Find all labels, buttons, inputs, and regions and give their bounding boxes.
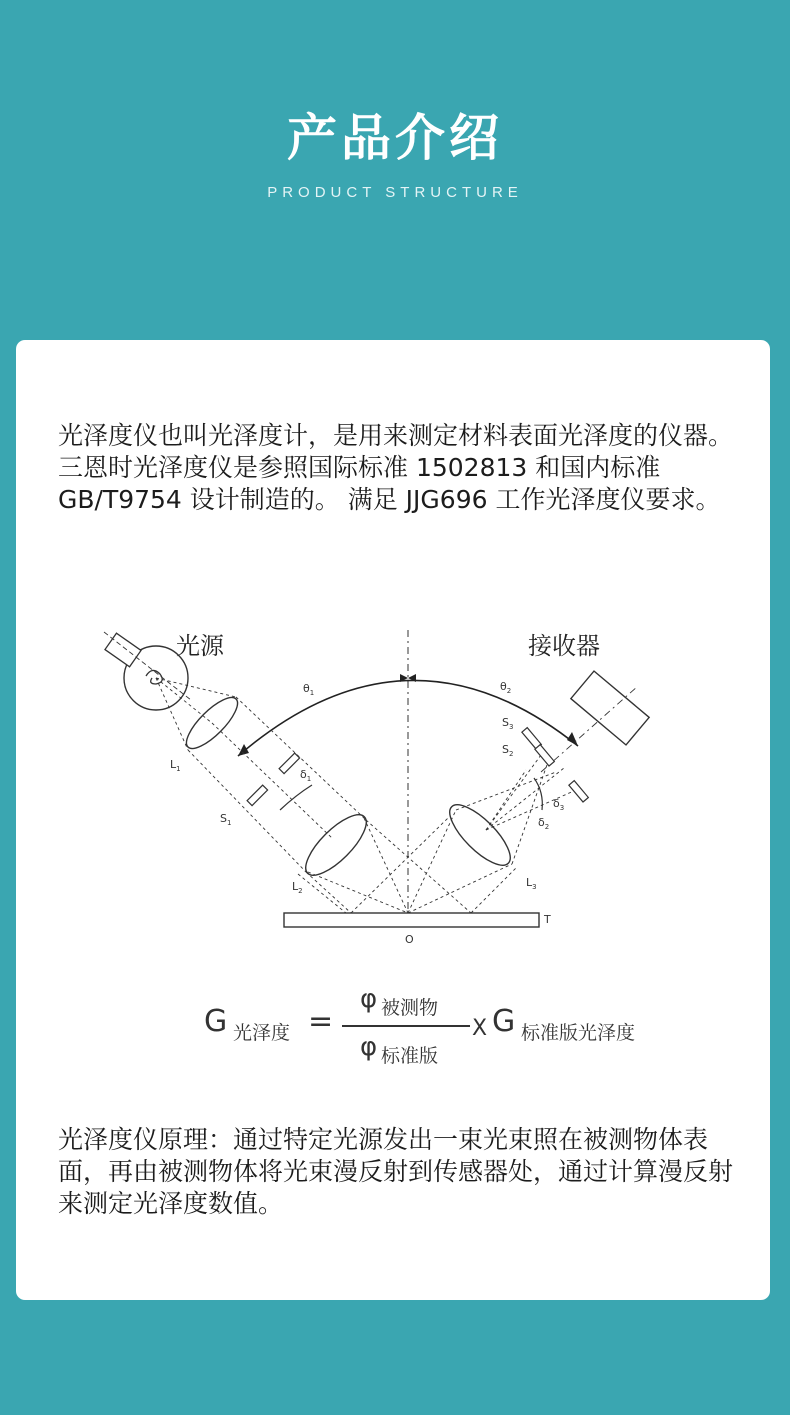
label-l1: $L_1$ [170, 758, 181, 773]
formula-numerator: 被测物 [381, 997, 439, 1019]
label-o: O [405, 933, 414, 946]
intro-paragraph: 光泽度仪也叫光泽度计，是用来测定材料表面光泽度的仪器。 三恩时光泽度仪是参照国际标准 1502813 和国内标准 GB/T9754 设计制造的。 满足 JJG696 工作光泽度仪要求。 [58, 421, 734, 514]
formula-fraction-bar [342, 1025, 470, 1027]
label-s1: $S_1$ [220, 812, 232, 827]
principle-paragraph: 光泽度仪原理：通过特定光源发出一束光束照在被测物体表面，再由被测物体将光束漫反射到传感器处，通过计算漫反射来测定光泽度数值。 [58, 1125, 734, 1218]
formula-g: G [204, 1004, 228, 1039]
label-delta1: $\delta_1$ [300, 768, 312, 783]
label-s3: $S_3$ [502, 716, 514, 731]
label-receiver: 接收器 [528, 632, 600, 660]
formula-phi-numerator: φ [360, 984, 378, 1014]
page-subtitle: PRODUCT STRUCTURE [267, 184, 523, 201]
formula-g-subscript: 光泽度 [233, 1022, 291, 1044]
formula-phi-denominator: φ [360, 1032, 378, 1062]
label-s2: $S_2$ [502, 743, 514, 758]
label-theta1: $\theta_1$ [303, 682, 315, 697]
formula-g2-subscript: 标准版光泽度 [521, 1022, 636, 1044]
label-l2: $L_2$ [292, 880, 303, 895]
formula-g2: G [492, 1004, 516, 1039]
page-title: 产品介绍 [287, 109, 503, 167]
formula-times: X [472, 1016, 488, 1041]
label-t: T [544, 913, 551, 926]
label-theta2: $\theta_2$ [500, 680, 512, 695]
label-delta2: $\delta_2$ [538, 816, 550, 831]
label-delta3: $\delta_3$ [553, 797, 565, 812]
content-card [16, 340, 770, 1300]
label-l3: $L_3$ [526, 876, 537, 891]
formula-denominator: 标准版 [381, 1045, 439, 1067]
label-light-source: 光源 [176, 632, 224, 660]
formula-equals: = [308, 1004, 334, 1039]
